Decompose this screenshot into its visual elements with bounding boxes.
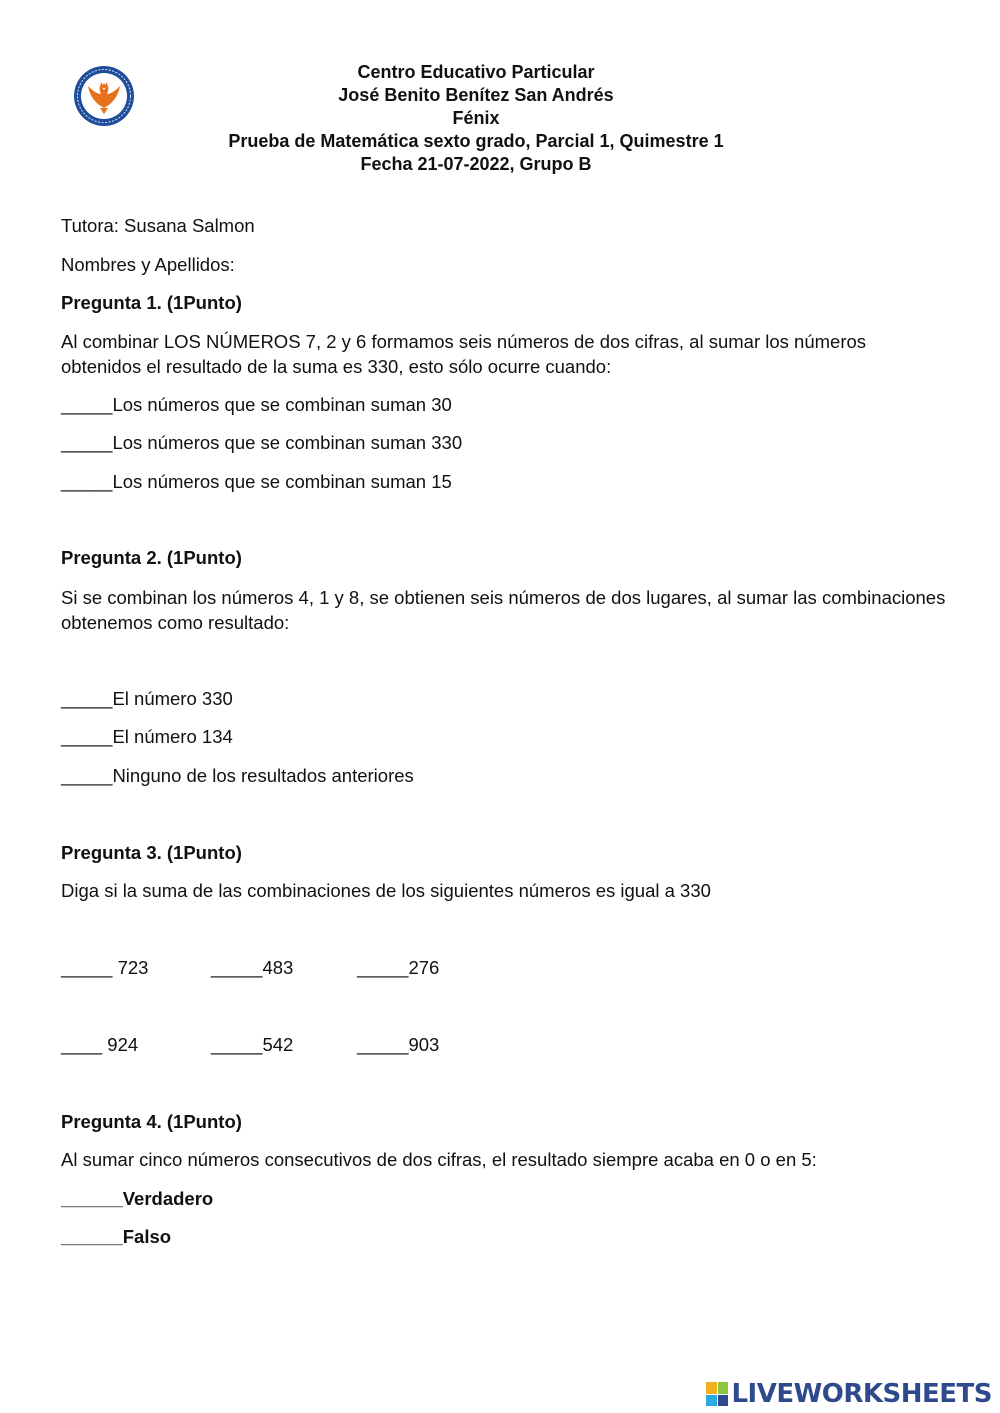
question-2-title: Pregunta 2. (1Punto): [61, 547, 242, 568]
logo-square: [706, 1382, 717, 1394]
question-3-item[interactable]: _____483: [211, 957, 294, 978]
question-2-option-1[interactable]: _____El número 330: [61, 688, 233, 709]
question-3-item[interactable]: _____ 723: [61, 957, 149, 978]
document-header: [0, 61, 952, 176]
names-field-label[interactable]: Nombres y Apellidos:: [61, 254, 235, 275]
exam-title: Prueba de Matemática sexto grado, Parcial 1, Quimestre 1: [228, 131, 724, 151]
watermark-text: LIVEWORKSHEETS: [731, 1379, 992, 1409]
question-1-option-1[interactable]: _____Los números que se combinan suman 30: [61, 394, 452, 415]
logo-square: [718, 1395, 729, 1407]
question-3-text: Diga si la suma de las combinaciones de los siguientes números es igual a 330: [61, 880, 711, 901]
question-4-option-true[interactable]: ______Verdadero: [61, 1188, 214, 1209]
question-3-item[interactable]: ____ 924: [61, 1034, 139, 1055]
logo-square: [718, 1382, 729, 1394]
question-3-item[interactable]: _____276: [357, 957, 440, 978]
exam-date: Fecha 21-07-2022, Grupo B: [360, 154, 592, 174]
logo-square: [706, 1395, 717, 1407]
tutor-line: Tutora: Susana Salmon: [61, 215, 255, 236]
question-1-option-2[interactable]: _____Los números que se combinan suman 330: [61, 432, 463, 453]
question-3-item[interactable]: _____542: [211, 1034, 294, 1055]
school-type: Centro Educativo Particular: [357, 62, 595, 82]
question-4-text: Al sumar cinco números consecutivos de dos cifras, el resultado siempre acaba en 0 o en 5:: [61, 1149, 817, 1170]
question-4-option-false[interactable]: ______Falso: [61, 1226, 172, 1247]
question-3-item[interactable]: _____903: [357, 1034, 440, 1055]
question-3-title: Pregunta 3. (1Punto): [61, 842, 242, 863]
question-1-option-3[interactable]: _____Los números que se combinan suman 15: [61, 471, 452, 492]
question-2-option-3[interactable]: _____Ninguno de los resultados anteriores: [61, 765, 414, 786]
question-1-text: Al combinar LOS NÚMEROS 7, 2 y 6 formamos seis números de dos cifras, al sumar los números obtenidos el resultado de la suma es 330, esto sólo ocurre cuando:: [61, 331, 867, 377]
question-4-title: Pregunta 4. (1Punto): [61, 1111, 242, 1132]
question-2-option-2[interactable]: _____El número 134: [61, 726, 233, 747]
school-group: Fénix: [452, 108, 500, 128]
liveworksheets-logo-icon: [706, 1382, 728, 1406]
question-2-text: Si se combinan los números 4, 1 y 8, se obtienen seis números de dos lugares, al sumar las combinaciones obtenemos como resultado:: [61, 587, 946, 633]
liveworksheets-watermark: [706, 1381, 992, 1407]
school-name: José Benito Benítez San Andrés: [338, 85, 614, 105]
question-1-title: Pregunta 1. (1Punto): [61, 292, 242, 313]
